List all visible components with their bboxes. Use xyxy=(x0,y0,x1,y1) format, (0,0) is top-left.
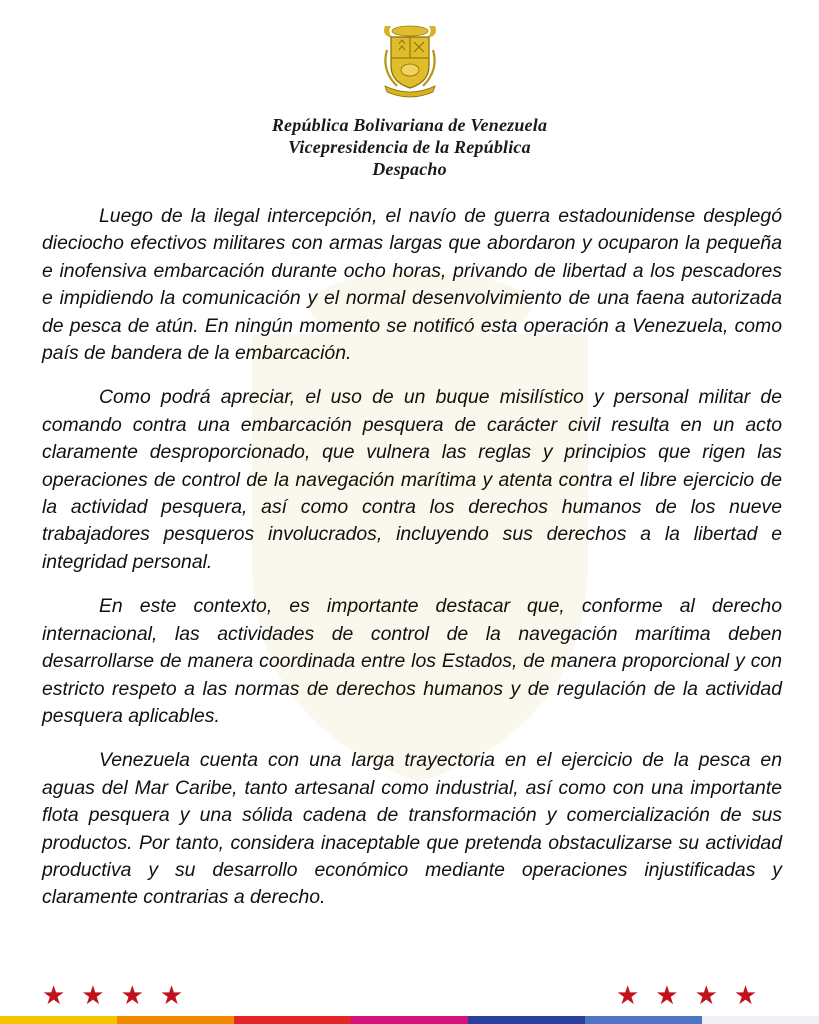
paragraph: En este contexto, es importante destacar que, conforme al derecho internacional, las actividades de control de la navegación marítima deben desarrollarse de manera coordinada entre los Estados, de manera proporcional y con estricto respeto a las normas de derechos humanos y de regulación de la actividad pesquera aplicables. xyxy=(42,595,782,727)
paragraph: Venezuela cuenta con una larga trayectoria en el ejercicio de la pesca en aguas del Mar Caribe, tanto artesanal como industrial, así como con una importante flota pesquera y una sólida cadena de transformación y comercialización de sus productos. Por tanto, considera inaceptable que pretenda obstaculizarse su actividad productiva y su desarrollo económico mediante operaciones injustificadas y claramente contrarias a derecho. xyxy=(42,749,782,909)
stars-right-icon: ★★★★ xyxy=(616,980,774,1010)
flag-color-segment xyxy=(585,1016,702,1024)
paragraph: Luego de la ilegal intercepción, el navío de guerra estadounidense desplegó dieciocho efectivos militares con armas largas que abordaron y ocuparon la pequeña e inofensiva embarcación durante ocho horas, privando de libertad a los pescadores e impidiendo la comunicación y el normal desenvolvimiento de una faena autorizada de pesca de atún. En ningún momento se notificó esta operación a Venezuela, como país de bandera de la embarcación. xyxy=(42,205,782,365)
flag-color-segment xyxy=(234,1016,351,1024)
coat-of-arms-icon xyxy=(377,22,443,98)
heading-office: Vicepresidencia de la República xyxy=(288,137,531,157)
flag-color-segment xyxy=(702,1016,819,1024)
heading-department: Despacho xyxy=(372,159,447,179)
heading-country: República Bolivariana de Venezuela xyxy=(271,115,548,135)
letter-body xyxy=(42,203,782,929)
flag-color-segment xyxy=(351,1016,468,1024)
institution-heading xyxy=(0,114,819,180)
letterhead xyxy=(0,22,819,180)
flag-color-bar xyxy=(0,1016,819,1024)
stars-left-icon: ★★★★ xyxy=(42,980,200,1010)
paragraph: Como podrá apreciar, el uso de un buque misilístico y personal militar de comando contra una embarcación pesquera de carácter civil resulta en un acto claramente desproporcionado, que vulnera las reglas y principios que rigen las operaciones de control de la navegación marítima y atenta contra el libre ejercicio de la actividad pesquera, así como contra los derechos humanos de los nueve trabajadores pesqueros involucrados, incluyendo sus derechos a la libertad e integridad personal. xyxy=(42,386,782,573)
flag-color-segment xyxy=(468,1016,585,1024)
flag-color-segment xyxy=(117,1016,234,1024)
flag-color-segment xyxy=(0,1016,117,1024)
